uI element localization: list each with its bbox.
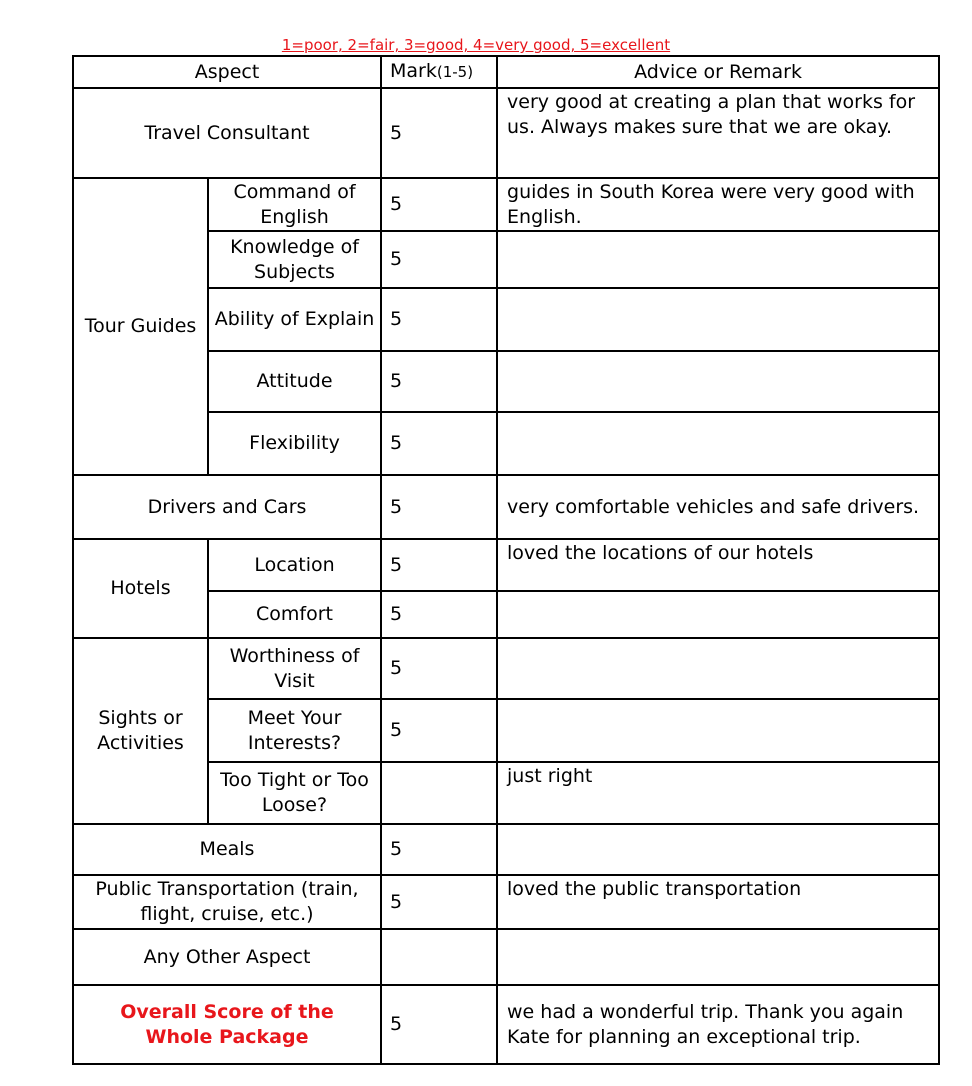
travel-consultant-label: Travel Consultant [73, 88, 381, 178]
sight-aspect-mark: 5 [381, 638, 497, 699]
sight-aspect-mark: 5 [381, 699, 497, 762]
table-row [73, 985, 939, 1064]
hotel-aspect-label: Comfort [208, 591, 381, 638]
header-row [73, 56, 939, 88]
table-row [73, 875, 939, 929]
guide-aspect-remark [497, 231, 939, 288]
table-row [73, 929, 939, 985]
public-transport-remark: loved the public transportation [497, 875, 939, 929]
guide-aspect-mark: 5 [381, 178, 497, 231]
guide-aspect-remark: guides in South Korea were very good with English. [497, 178, 939, 231]
aspect-header: Aspect [73, 56, 381, 88]
remark-header: Advice or Remark [497, 56, 939, 88]
meals-mark: 5 [381, 824, 497, 875]
other-aspect-mark [381, 929, 497, 985]
guide-aspect-mark: 5 [381, 288, 497, 351]
guide-aspect-label: Knowledge of Subjects [208, 231, 381, 288]
other-aspect-remark [497, 929, 939, 985]
hotel-aspect-label: Location [208, 539, 381, 591]
sight-aspect-remark [497, 638, 939, 699]
table-row [73, 638, 939, 699]
hotels-label: Hotels [73, 539, 208, 638]
table-row [73, 539, 939, 591]
mark-header-range: (1-5) [436, 63, 474, 81]
sight-aspect-label: Worthiness of Visit [208, 638, 381, 699]
guide-aspect-remark [497, 412, 939, 475]
table-row [73, 88, 939, 178]
sight-aspect-mark [381, 762, 497, 824]
drivers-label: Drivers and Cars [73, 475, 381, 539]
guide-aspect-mark: 5 [381, 231, 497, 288]
travel-consultant-remark: very good at creating a plan that works for us. Always makes sure that we are okay. [497, 88, 939, 178]
hotel-aspect-mark: 5 [381, 591, 497, 638]
sight-aspect-remark [497, 699, 939, 762]
public-transport-mark: 5 [381, 875, 497, 929]
rating-legend: 1=poor, 2=fair, 3=good, 4=very good, 5=excellent [281, 36, 671, 54]
sight-aspect-label: Meet Your Interests? [208, 699, 381, 762]
drivers-remark: very comfortable vehicles and safe drivers. [497, 475, 939, 539]
hotel-aspect-remark [497, 591, 939, 638]
other-aspect-label: Any Other Aspect [73, 929, 381, 985]
sight-aspect-label: Too Tight or Too Loose? [208, 762, 381, 824]
mark-header-label: Mark [390, 60, 437, 82]
table-row [73, 824, 939, 875]
drivers-mark: 5 [381, 475, 497, 539]
hotel-aspect-remark: loved the locations of our hotels [497, 539, 939, 591]
meals-label: Meals [73, 824, 381, 875]
guide-aspect-remark [497, 351, 939, 412]
hotel-aspect-mark: 5 [381, 539, 497, 591]
sights-label: Sights or Activities [73, 638, 208, 824]
meals-remark [497, 824, 939, 875]
guide-aspect-mark: 5 [381, 351, 497, 412]
evaluation-table [72, 55, 940, 1065]
guide-aspect-label: Attitude [208, 351, 381, 412]
public-transport-label: Public Transportation (train, flight, cruise, etc.) [73, 875, 381, 929]
guide-aspect-remark [497, 288, 939, 351]
table-row [73, 178, 939, 231]
mark-header [381, 56, 497, 88]
guide-aspect-label: Command of English [208, 178, 381, 231]
tour-guides-label: Tour Guides [73, 178, 208, 475]
sight-aspect-remark: just right [497, 762, 939, 824]
overall-score-mark: 5 [381, 985, 497, 1064]
table-row [73, 475, 939, 539]
guide-aspect-mark: 5 [381, 412, 497, 475]
guide-aspect-label: Flexibility [208, 412, 381, 475]
overall-score-label: Overall Score of the Whole Package [73, 985, 381, 1064]
travel-consultant-mark: 5 [381, 88, 497, 178]
overall-remark: we had a wonderful trip. Thank you again Kate for planning an exceptional trip. [497, 985, 939, 1064]
guide-aspect-label: Ability of Explain [208, 288, 381, 351]
